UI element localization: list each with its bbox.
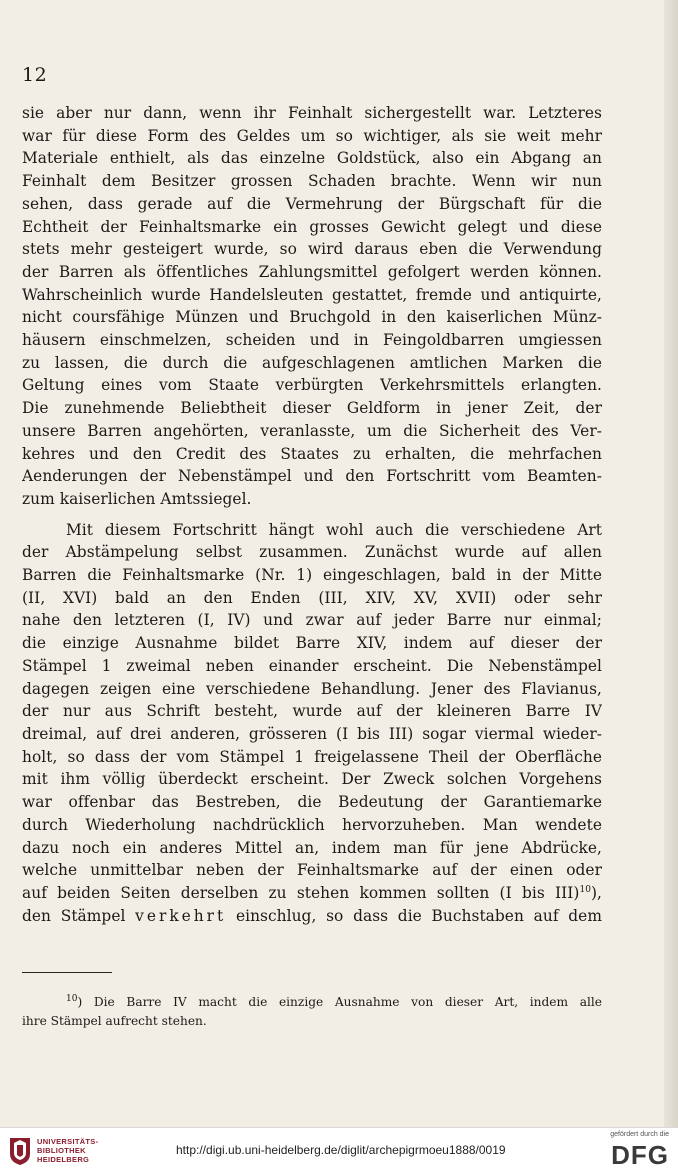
paragraph-lines	[22, 519, 602, 882]
text-line: nicht coursfähige Münzen und Bruchgold in den kaiserlichen Münz-	[22, 308, 602, 327]
text-line: Mit diesem Fortschritt hängt wohl auch die verschiedene Art	[66, 520, 602, 539]
text-line: nahe den letzteren (I, IV) und zwar auf jeder Barre nur einmal;	[22, 611, 602, 630]
text-line: dagegen zeigen eine verschiedene Behandlung. Jener des Flavianus,	[22, 679, 602, 698]
text-line: kehres und den Credit des Staates zu erhalten, die mehrfachen	[22, 444, 602, 463]
text-line: der nur aus Schrift besteht, wurde auf der kleineren Barre IV	[22, 702, 602, 721]
footnote	[22, 993, 602, 1031]
text-line: sehen, dass gerade auf die Vermehrung der Bürgschaft für die	[22, 194, 602, 213]
footnote-divider	[22, 972, 112, 973]
text-line: holt, so dass der vom Stämpel 1 freigelassene Theil der Oberfläche	[22, 747, 602, 766]
footer-bar	[0, 1127, 678, 1174]
footnote-text: ) Die Barre IV macht die einzige Ausnahme von dieser Art, indem alle	[77, 995, 602, 1009]
page-number: 12	[22, 64, 48, 86]
text-line-part: einschlug, so dass die Buchstaben auf dem	[226, 906, 602, 925]
funding-label: gefördert durch die	[610, 1131, 669, 1138]
text-line: häusern einschmelzen, scheiden und in Feingoldbarren umgiessen	[22, 331, 602, 350]
university-name-line: HEIDELBERG	[37, 1155, 90, 1164]
text-line: welche unmittelbar neben der Feinhaltsmarke auf der einen oder	[22, 861, 602, 880]
text-line: Aenderungen der Nebenstämpel und den Fortschritt vom Beamten-	[22, 467, 602, 486]
text-line: Echtheit der Feinhaltsmarke ein grosses Gewicht gelegt und diese	[22, 217, 602, 236]
text-line: der Barren als öffentliches Zahlungsmittel gefolgert werden können.	[22, 262, 602, 281]
text-line: Geltung eines vom Staate verbürgten Verkehrsmittels erlangten.	[22, 376, 602, 395]
footnote-line: ihre Stämpel aufrecht stehen.	[22, 1014, 207, 1028]
text-line: (II, XVI) bald an den Enden (III, XIV, XV, XVII) oder sehr	[22, 588, 602, 607]
text-line: die einzige Ausnahme bildet Barre XIV, indem auf dieser der	[22, 634, 602, 653]
university-name-line: UNIVERSITÄTS-	[37, 1137, 99, 1146]
text-line: durch Wiederholung nachdrücklich hervorzuheben. Man wendete	[22, 815, 602, 834]
text-line: unsere Barren angehörten, veranlasste, um die Sicherheit des Ver-	[22, 421, 602, 440]
footnote-reference[interactable]: 10	[579, 884, 591, 895]
text-line: Die zunehmende Beliebtheit dieser Geldform in jener Zeit, der	[22, 399, 602, 418]
text-line: zum kaiserlichen Amtssiegel.	[22, 489, 252, 508]
footnote-line	[22, 993, 602, 1012]
text-line: sie aber nur dann, wenn ihr Feinhalt sichergestellt war. Letzteres	[22, 104, 602, 122]
body-text	[22, 102, 602, 927]
university-seal-icon[interactable]	[8, 1136, 32, 1166]
university-name-line: BIBLIOTHEK	[37, 1146, 86, 1155]
text-line: dreimal, auf drei anderen, grösseren (I bis III) sogar viermal wieder-	[22, 724, 602, 743]
text-line: Stämpel 1 zweimal neben einander erscheint. Die Nebenstämpel	[22, 656, 602, 675]
text-line: dazu noch ein anderes Mittel an, indem man für jene Abdrücke,	[22, 838, 602, 857]
text-line: zu lassen, die durch die aufgeschlagenen amtlichen Marken die	[22, 353, 602, 372]
text-line: der Abstämpelung selbst zusammen. Zunächst wurde auf allen	[22, 543, 602, 562]
text-line-part: ),	[591, 883, 602, 902]
text-line: Wahrscheinlich wurde Handelsleuten gestattet, fremde und antiquirte,	[22, 285, 602, 304]
text-line: Feinhalt dem Besitzer grossen Schaden brachte. Wenn wir nun	[22, 172, 602, 191]
text-line: Materiale enthielt, als das einzelne Goldstück, also ein Abgang an	[22, 149, 602, 168]
text-line	[22, 882, 602, 905]
text-line: Barren die Feinhaltsmarke (Nr. 1) eingeschlagen, bald in der Mitte	[22, 566, 602, 585]
text-line: mit ihm völlig überdeckt erscheint. Der Zweck solchen Vorgehens	[22, 770, 602, 789]
paragraph	[22, 102, 602, 511]
text-line: war offenbar das Bestreben, die Bedeutung der Garantiemarke	[22, 793, 602, 812]
paragraph	[22, 519, 602, 928]
emphasized-word: verkehrt	[135, 906, 227, 925]
text-line-part: den Stämpel	[22, 906, 136, 925]
dfg-logo[interactable]: DFG	[611, 1140, 669, 1170]
permalink-url[interactable]: http://digi.ub.uni-heidelberg.de/diglit/archepigrmoeu1888/0019	[176, 1143, 506, 1157]
university-name[interactable]	[37, 1137, 98, 1164]
text-line-part: auf beiden Seiten derselben zu stehen kommen sollten (I bis III)	[22, 883, 580, 902]
scan-page-edge	[664, 0, 678, 1128]
text-line: war für diese Form des Geldes um so wichtiger, als sie weit mehr	[22, 126, 602, 145]
text-line: stets mehr gesteigert wurde, so wird daraus eben die Verwendung	[22, 240, 602, 259]
text-line	[22, 905, 602, 928]
footnote-number: 10	[66, 993, 78, 1004]
